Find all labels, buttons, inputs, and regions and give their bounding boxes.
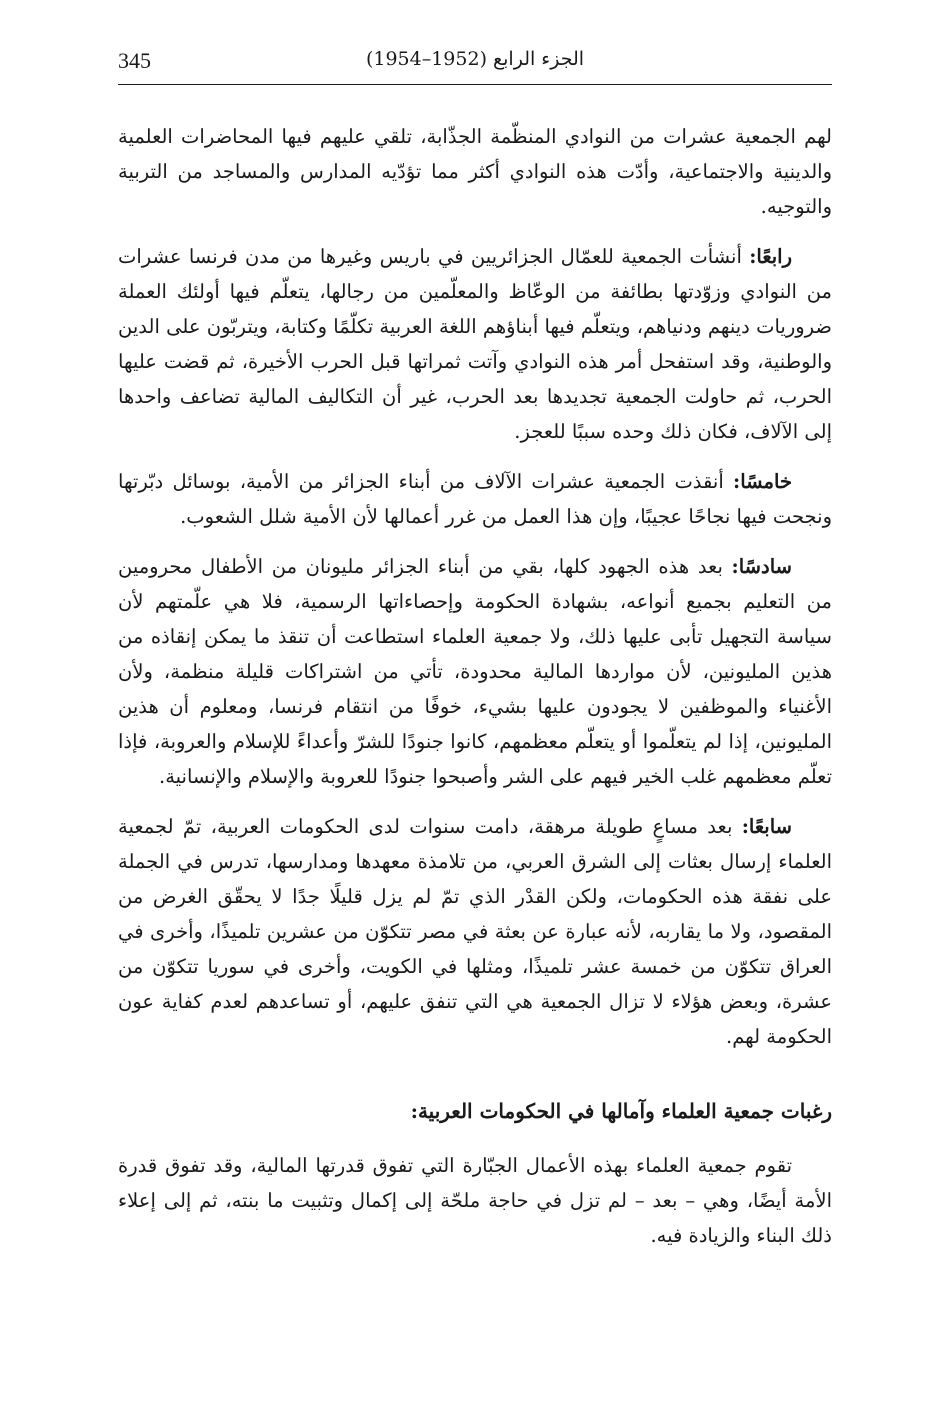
paragraph-continuation xyxy=(118,119,832,224)
paragraph-lead: سابعًا: xyxy=(741,815,792,838)
book-page xyxy=(118,40,832,1268)
paragraph-text: أنقذت الجمعية عشرات الآلاف من أبناء الجزائر من الأمية، بوسائل دبّرتها ونجحت فيها نجاحًا عجيبًا، وإن هذا العمل من غرر أعمالها لأن الأمية شلل الشعوب. xyxy=(118,470,832,528)
paragraph-lead: رابعًا: xyxy=(749,245,792,268)
section-heading: رغبات جمعية العلماء وآمالها في الحكومات العربية: xyxy=(410,1099,832,1123)
page-number: 345 xyxy=(118,48,151,73)
paragraph-lead: سادسًا: xyxy=(731,555,792,578)
paragraph-text: أنشأت الجمعية للعمّال الجزائريين في باريس وغيرها من مدن فرنسا عشرات من النوادي وزوّدتها بطائفة من الوعّاظ والمعلّمين من رجالها، يتعلّم فيها أولئك العملة ضروريات دينهم ودنياهم، ويتعلّم فيها أبناؤهم اللغة العربية تكلّمًا وكتابة، ويتربّون على الدين والوطنية، وقد استفحل أمر هذه النوادي وآتت ثمراتها قبل الحرب الأخيرة، ثم قضت عليها الحرب، ثم حاولت الجمعية تجديدها بعد الحرب، غير أن التكاليف المالية تضاعف واحدها إلى الآلاف، فكان ذلك وحده سببًا للعجز. xyxy=(118,245,832,443)
paragraph-text: لهم الجمعية عشرات من النوادي المنظّمة الجذّابة، تلقي عليهم فيها المحاضرات العلمية والدينية والاجتماعية، وأدّت هذه النوادي أكثر مما تؤدّيه المدارس والمساجد من التربية والتوجيه. xyxy=(118,125,832,218)
running-header xyxy=(118,40,832,85)
paragraph-text: تقوم جمعية العلماء بهذه الأعمال الجبّارة التي تفوق قدرتها المالية، وقد تفوق قدرة الأمة أيضًا، وهي – بعد – لم تزل في حاجة ملحّة إلى إكمال وتثبيت ما بنته، ثم إلى إعلاء ذلك البناء والزيادة فيه. xyxy=(118,1154,832,1247)
paragraph-sixth xyxy=(118,549,832,794)
paragraph-fifth xyxy=(118,464,832,534)
paragraph-lead: خامسًا: xyxy=(733,470,792,493)
running-title: الجزء الرابع (1952–1954) xyxy=(365,48,585,70)
paragraph-text: بعد هذه الجهود كلها، بقي من أبناء الجزائر مليونان من الأطفال محرومين من التعليم بجميع أنواعه، بشهادة الحكومة وإحصاءاتها الرسمية، فلا هي علّمتهم لأن سياسة التجهيل تأبى عليها ذلك، ولا جمعية العلماء استطاعت أن تنقذ ما يمكن إنقاذه من هذين المليونين، لأن مواردها المالية محدودة، تأتي من اشتراكات قليلة منظمة، ولأن الأغنياء والموظفين لا يجودون عليها بشيء، خوفًا من انتقام فرنسا، ومعلوم أن هذين المليونين، إذا لم يتعلّموا أو يتعلّم معظمهم، كانوا جنودًا للشرّ وأعداءً للإسلام والعروبة، فإذا تعلّم معظمهم غلب الخير فيهم على الشر وأصبحوا جنودًا للعروبة والإسلام والإنسانية. xyxy=(118,555,832,788)
section-paragraph xyxy=(118,1148,832,1253)
paragraph-text: بعد مساعٍ طويلة مرهقة، دامت سنوات لدى الحكومات العربية، تمّ لجمعية العلماء إرسال بعثات إلى الشرق العربي، من تلامذة معهدها ومدارسها، تدرس في الجملة على نفقة هذه الحكومات، ولكن القدْر الذي تمّ لم يزل قليلًا جدًا لا يحقّق الغرض من المقصود، ولا ما يقاربه، لأنه عبارة عن بعثة في مصر تتكوّن من عشرين تلميذًا، وأخرى في العراق تتكوّن من خمسة عشر تلميذًا، ومثلها في الكويت، وأخرى في سوريا تتكوّن من عشرة، وبعض هؤلاء لا تزال الجمعية هي التي تنفق عليهم، أو تساعدهم لعدم كفاية عون الحكومة لهم. xyxy=(118,815,832,1048)
paragraph-fourth xyxy=(118,239,832,449)
page-body xyxy=(118,119,832,1253)
paragraph-seventh xyxy=(118,809,832,1054)
